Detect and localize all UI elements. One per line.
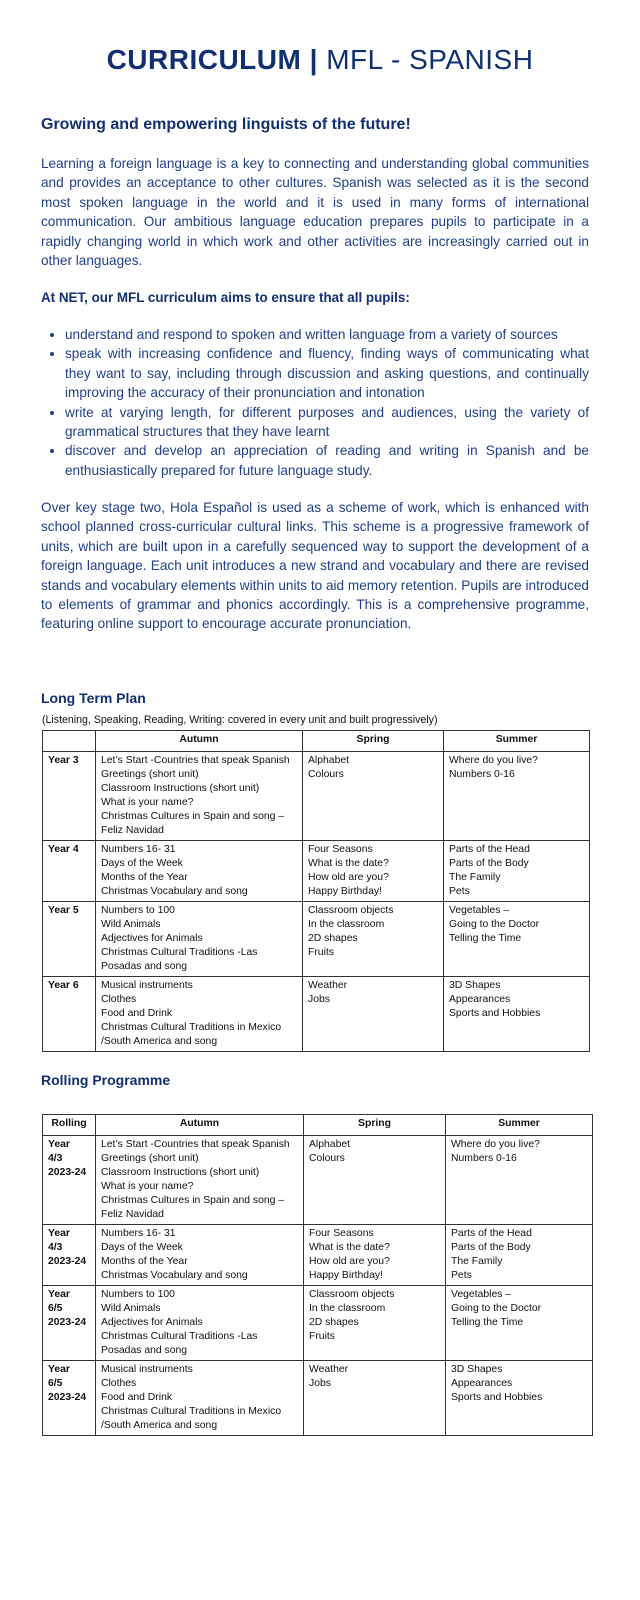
cell-line: What is your name? — [101, 1181, 194, 1192]
cell-line: 2023-24 — [48, 1392, 87, 1403]
autumn-cell — [96, 902, 303, 977]
cell-line: Where do you live? — [449, 755, 538, 766]
cell-line: Telling the Time — [449, 933, 522, 944]
cell-line: 2023-24 — [48, 1317, 87, 1328]
cell-line: Numbers 0-16 — [449, 769, 515, 780]
cell-line: Vegetables – — [451, 1289, 512, 1300]
cell-line: Musical instruments — [101, 1364, 193, 1375]
table-header-cell: Autumn — [96, 731, 303, 752]
autumn-cell — [96, 1286, 304, 1361]
autumn-cell — [96, 977, 303, 1052]
table-row — [43, 1286, 593, 1361]
cell-line: Alphabet — [309, 1139, 351, 1150]
row-label-cell — [43, 902, 96, 977]
autumn-cell — [96, 841, 303, 902]
table-header-row — [43, 1115, 593, 1136]
cell-line: Food and Drink — [101, 1008, 173, 1019]
cell-line: Adjectives for Animals — [101, 933, 203, 944]
spring-cell — [303, 977, 444, 1052]
page-title-subject: MFL - SPANISH — [326, 44, 534, 75]
table-header-cell: Summer — [446, 1115, 593, 1136]
row-label-cell — [43, 1225, 96, 1286]
cell-line: Numbers 0-16 — [451, 1153, 517, 1164]
cell-line: Fruits — [308, 947, 334, 958]
cell-line: Let’s Start -Countries that speak Spanish — [101, 1139, 290, 1150]
cell-line: Greetings (short unit) — [101, 1153, 199, 1164]
cell-line: Christmas Cultural Traditions in Mexico — [101, 1406, 282, 1417]
scheme-paragraph: Over key stage two, Hola Español is used as a scheme of work, which is enhanced with school planned cross-curricular cultural links. This scheme is a progressive framework of units, which are built upon in a carefully sequenced way to support the development of a foreign language. Each unit introduces a new strand and vocabulary and there are revised stands and vocabulary elements within units to aid memory retention. Pupils are introduced to elements of grammar and phonics accordingly. This is a comprehensive programme, featuring online support to encourage accurate pronunciation. — [41, 500, 589, 632]
cell-line: What is the date? — [308, 858, 389, 869]
table-header-cell: Rolling — [43, 1115, 96, 1136]
table-header-row — [43, 731, 590, 752]
cell-line: Numbers to 100 — [101, 1289, 175, 1300]
spring-cell — [304, 1361, 446, 1436]
cell-line: Food and Drink — [101, 1392, 173, 1403]
cell-line: Year 3 — [48, 755, 79, 766]
cell-line: Where do you live? — [451, 1139, 540, 1150]
cell-line: /South America and song — [101, 1036, 218, 1047]
autumn-cell — [96, 1361, 304, 1436]
cell-line: Four Seasons — [309, 1228, 374, 1239]
cell-line: Year — [48, 1364, 70, 1375]
cell-line: Vegetables – — [449, 905, 510, 916]
cell-line: Numbers 16- 31 — [101, 1228, 176, 1239]
cell-line: Year 6 — [48, 980, 79, 991]
summer-cell — [446, 1286, 593, 1361]
cell-line: 2D shapes — [309, 1317, 359, 1328]
summer-cell — [446, 1136, 593, 1225]
table-row — [43, 977, 590, 1052]
summer-cell — [444, 977, 590, 1052]
spring-cell — [304, 1225, 446, 1286]
autumn-cell — [96, 1225, 304, 1286]
cell-line: Christmas Cultures in Spain and song – — [101, 811, 285, 822]
cell-line: Colours — [308, 769, 344, 780]
cell-line: Christmas Cultural Traditions -Las — [101, 947, 258, 958]
cell-line: Alphabet — [308, 755, 350, 766]
cell-line: Sports and Hobbies — [451, 1392, 543, 1403]
cell-line: Months of the Year — [101, 1256, 188, 1267]
cell-line: 2D shapes — [308, 933, 358, 944]
cell-line: Four Seasons — [308, 844, 373, 855]
cell-line: Going to the Doctor — [451, 1303, 542, 1314]
intro-paragraph: Learning a foreign language is a key to connecting and understanding global communities and provides an acceptance to other cultures. Spanish was selected as it is the second most spoken language in the world and it is used in many forms of international communication. Our ambitious language education prepares pupils to participate in a rapidly changing world in which work and other activities are increasingly carried out in other languages. — [41, 156, 589, 269]
cell-line: Year — [48, 1289, 70, 1300]
table-header-cell: Autumn — [96, 1115, 304, 1136]
cell-line: How old are you? — [308, 872, 389, 883]
spring-cell — [304, 1136, 446, 1225]
cell-line: How old are you? — [309, 1256, 390, 1267]
cell-line: 3D Shapes — [449, 980, 501, 991]
cell-line: Jobs — [308, 994, 330, 1005]
cell-line: Posadas and song — [101, 961, 188, 972]
table-row — [43, 902, 590, 977]
spring-cell — [303, 841, 444, 902]
spring-cell — [303, 752, 444, 841]
cell-line: The Family — [449, 872, 501, 883]
cell-line: Parts of the Head — [451, 1228, 532, 1239]
cell-line: What is the date? — [309, 1242, 390, 1253]
cell-line: Pets — [451, 1270, 472, 1281]
cell-line: Let’s Start -Countries that speak Spanish — [101, 755, 290, 766]
table-header-cell: Summer — [444, 731, 590, 752]
cell-line: Days of the Week — [101, 858, 183, 869]
cell-line: What is your name? — [101, 797, 194, 808]
cell-line: Christmas Cultures in Spain and song – — [101, 1195, 285, 1206]
cell-line: Adjectives for Animals — [101, 1317, 203, 1328]
row-label-cell — [43, 1136, 96, 1225]
autumn-cell — [96, 752, 303, 841]
cell-line: Posadas and song — [101, 1345, 188, 1356]
cell-line: 6/5 — [48, 1303, 63, 1314]
cell-line: Wild Animals — [101, 1303, 161, 1314]
table-row — [43, 1136, 593, 1225]
rolling-programme-table — [42, 1114, 593, 1436]
cell-line: Parts of the Body — [449, 858, 529, 869]
cell-line: Appearances — [451, 1378, 513, 1389]
aim-item: • write at varying length, for different purposes and audiences, using the variety of grammatical structures that they have learnt — [65, 403, 589, 442]
cell-line: Clothes — [101, 994, 137, 1005]
cell-line: Months of the Year — [101, 872, 188, 883]
cell-line: Fruits — [309, 1331, 335, 1342]
cell-line: Jobs — [309, 1378, 331, 1389]
cell-line: Parts of the Body — [451, 1242, 531, 1253]
cell-line: Colours — [309, 1153, 345, 1164]
cell-line: The Family — [451, 1256, 503, 1267]
cell-line: /South America and song — [101, 1420, 218, 1431]
row-label-cell — [43, 752, 96, 841]
cell-line: Numbers 16- 31 — [101, 844, 176, 855]
cell-line: Going to the Doctor — [449, 919, 540, 930]
cell-line: 2023-24 — [48, 1167, 87, 1178]
cell-line: Weather — [308, 980, 348, 991]
cell-line: In the classroom — [309, 1303, 386, 1314]
cell-line: Classroom Instructions (short unit) — [101, 1167, 260, 1178]
cell-line: Christmas Cultural Traditions in Mexico — [101, 1022, 282, 1033]
spring-cell — [303, 902, 444, 977]
cell-line: 3D Shapes — [451, 1364, 503, 1375]
cell-line: Happy Birthday! — [308, 886, 382, 897]
cell-line: Greetings (short unit) — [101, 769, 199, 780]
cell-line: 2023-24 — [48, 1256, 87, 1267]
cell-line: Feliz Navidad — [101, 1209, 164, 1220]
cell-line: Christmas Cultural Traditions -Las — [101, 1331, 258, 1342]
cell-line: 4/3 — [48, 1153, 63, 1164]
subtitle: Growing and empowering linguists of the future! — [41, 116, 411, 133]
cell-line: Clothes — [101, 1378, 137, 1389]
spring-cell — [304, 1286, 446, 1361]
cell-line: Year — [48, 1139, 70, 1150]
aims-list — [41, 325, 589, 480]
row-label-cell — [43, 1361, 96, 1436]
table-row — [43, 1361, 593, 1436]
aim-item: • understand and respond to spoken and written language from a variety of sources — [65, 325, 589, 344]
cell-line: Classroom Instructions (short unit) — [101, 783, 260, 794]
cell-line: Feliz Navidad — [101, 825, 164, 836]
summer-cell — [446, 1361, 593, 1436]
cell-line: Classroom objects — [309, 1289, 395, 1300]
table-row — [43, 1225, 593, 1286]
summer-cell — [444, 902, 590, 977]
summer-cell — [446, 1225, 593, 1286]
table-header-cell — [43, 731, 96, 752]
page-title — [0, 44, 640, 76]
cell-line: Christmas Vocabulary and song — [101, 886, 248, 897]
cell-line: Weather — [309, 1364, 349, 1375]
cell-line: Pets — [449, 886, 470, 897]
long-term-plan-table — [42, 730, 590, 1052]
table-row — [43, 752, 590, 841]
long-term-plan-note: (Listening, Speaking, Reading, Writing: covered in every unit and built progressively) — [42, 714, 438, 726]
page-title-bold: CURRICULUM | — [106, 44, 318, 75]
cell-line: Wild Animals — [101, 919, 161, 930]
cell-line: Parts of the Head — [449, 844, 530, 855]
cell-line: Classroom objects — [308, 905, 394, 916]
cell-line: Year 5 — [48, 905, 79, 916]
row-label-cell — [43, 1286, 96, 1361]
cell-line: Days of the Week — [101, 1242, 183, 1253]
row-label-cell — [43, 841, 96, 902]
long-term-plan-heading: Long Term Plan — [41, 690, 146, 706]
autumn-cell — [96, 1136, 304, 1225]
summer-cell — [444, 752, 590, 841]
cell-line: Happy Birthday! — [309, 1270, 383, 1281]
cell-line: 4/3 — [48, 1242, 63, 1253]
table-row — [43, 841, 590, 902]
cell-line: Sports and Hobbies — [449, 1008, 541, 1019]
aims-heading: At NET, our MFL curriculum aims to ensure that all pupils: — [41, 290, 410, 305]
table-header-cell: Spring — [303, 731, 444, 752]
cell-line: Year 4 — [48, 844, 79, 855]
cell-line: 6/5 — [48, 1378, 63, 1389]
cell-line: Telling the Time — [451, 1317, 524, 1328]
cell-line: Year — [48, 1228, 70, 1239]
cell-line: Appearances — [449, 994, 511, 1005]
cell-line: Numbers to 100 — [101, 905, 175, 916]
cell-line: Christmas Vocabulary and song — [101, 1270, 248, 1281]
aim-item: • discover and develop an appreciation of reading and writing in Spanish and be enthusiastically prepared for future language study. — [65, 441, 589, 480]
row-label-cell — [43, 977, 96, 1052]
cell-line: Musical instruments — [101, 980, 193, 991]
table-header-cell: Spring — [304, 1115, 446, 1136]
summer-cell — [444, 841, 590, 902]
cell-line: In the classroom — [308, 919, 385, 930]
aim-item: • speak with increasing confidence and fluency, finding ways of communicating what they want to say, including through discussion and asking questions, and continually improving the accuracy of their pronunciation and intonation — [65, 344, 589, 402]
rolling-programme-heading: Rolling Programme — [41, 1072, 171, 1088]
